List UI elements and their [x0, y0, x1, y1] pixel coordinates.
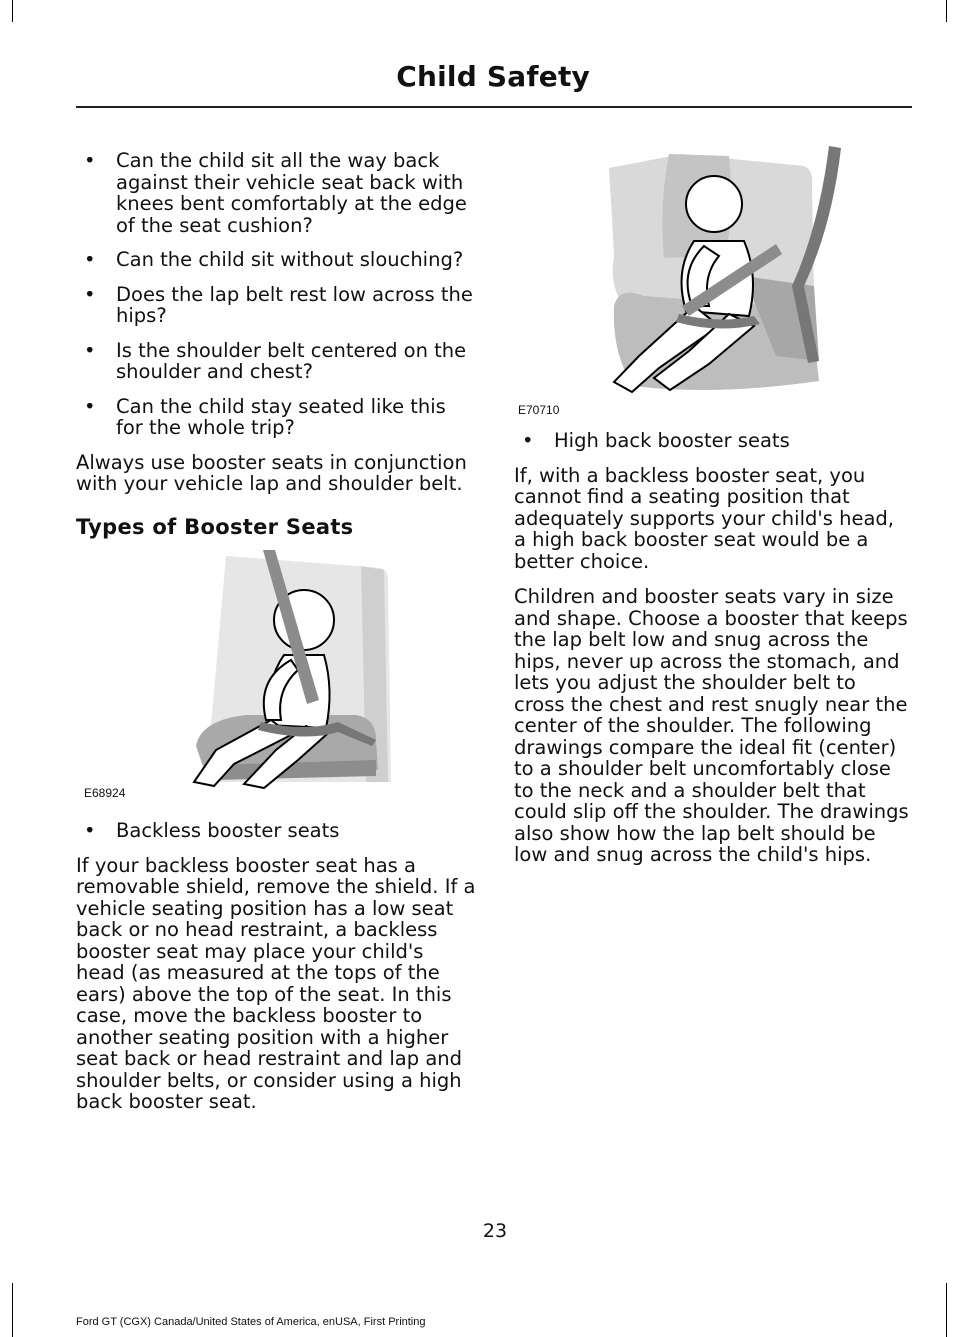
- checklist-item-text: Can the child stay seated like this for the whole trip?: [116, 394, 446, 439]
- child-head-shape: [686, 176, 742, 232]
- header-divider: [76, 106, 912, 108]
- highback-bullet-text: High back booster seats: [554, 429, 790, 452]
- checklist-item: [76, 284, 476, 327]
- section-heading: Types of Booster Seats: [76, 514, 354, 539]
- backless-bullet: [76, 820, 476, 842]
- bullet-glyph: •: [84, 248, 96, 271]
- right-column: [514, 146, 910, 880]
- backless-booster-illustration: [76, 550, 476, 800]
- highback-booster-illustration: [514, 146, 910, 402]
- highback-paragraph-2: Children and booster seats vary in size and shape. Choose a booster that keeps the lap belt low and snug across the hips, never up across the stomach, and lets you adjust the shoulder belt to cross the chest and rest snugly near the center of the shoulder. The following drawings compare the ideal fit (center) to a shoulder belt uncomfortably close to the neck and a shoulder belt that could slip off the shoulder. The drawings also show how the lap belt should be low and snug across the child's hips.: [514, 585, 909, 866]
- crop-mark-bottom-right: [946, 1283, 947, 1337]
- checklist-item-text: Does the lap belt rest low across the hips?: [116, 282, 473, 327]
- checklist-item-text: Can the child sit without slouching?: [116, 248, 464, 271]
- always-use-note: Always use booster seats in conjunction with your vehicle lap and shoulder belt.: [76, 450, 467, 495]
- backless-booster-figure: [76, 550, 476, 800]
- figure-code: E70710: [518, 403, 560, 417]
- highback-bullet: [514, 430, 910, 452]
- checklist-item-text: Can the child sit all the way back against their vehicle seat back with knees bent comfortably at the edge of the seat cushion?: [116, 149, 467, 237]
- footer-text: Ford GT (CGX) Canada/United States of America, enUSA, First Printing: [76, 1316, 426, 1328]
- backless-bullet-text: Backless booster seats: [116, 819, 340, 842]
- page-number: 23: [482, 1220, 508, 1242]
- crop-mark-bottom-left: [12, 1283, 13, 1337]
- bullet-glyph: •: [84, 338, 96, 362]
- bullet-glyph: •: [84, 149, 96, 172]
- checklist-item: [76, 340, 476, 383]
- highback-booster-figure: [514, 146, 910, 416]
- bullet-glyph: •: [84, 282, 96, 306]
- checklist-item: [76, 150, 476, 236]
- bullet-glyph: •: [84, 819, 96, 842]
- checklist-item: [76, 396, 476, 439]
- checklist-item: [76, 249, 476, 271]
- checklist-item-text: Is the shoulder belt centered on the shoulder and chest?: [116, 338, 467, 383]
- bullet-glyph: •: [522, 429, 534, 452]
- crop-mark-top-right: [946, 0, 947, 22]
- left-column: [76, 150, 476, 1127]
- backless-paragraph: If your backless booster seat has a removable shield, remove the shield. If a vehicle seating position has a low seat back or no head restraint, a backless booster seat may place your child's head (as measured at the tops of the ears) above the top of the seat. In this case, move the backless booster to another seating position with a higher seat back or head restraint and lap and shoulder belts, or consider using a high back booster seat.: [76, 853, 476, 1113]
- crop-mark-top-left: [12, 0, 13, 22]
- bullet-glyph: •: [84, 394, 96, 418]
- page-title: Child Safety: [396, 60, 590, 93]
- highback-paragraph-1: If, with a backless booster seat, you cannot find a seating position that adequately supports your child's head, a high back booster seat would be a better choice.: [514, 463, 894, 573]
- figure-code: E68924: [84, 786, 126, 800]
